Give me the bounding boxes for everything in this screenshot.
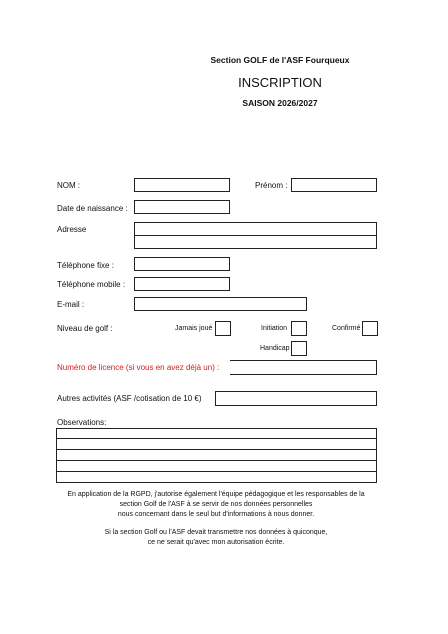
tel-mobile-field[interactable] <box>134 277 230 291</box>
observations-line[interactable] <box>56 428 377 439</box>
autres-activites-field[interactable] <box>215 391 377 406</box>
handicap-field[interactable] <box>291 341 307 356</box>
nom-field[interactable] <box>134 178 230 192</box>
licence-label: Numéro de licence (si vous en avez déjà un) : <box>57 363 220 372</box>
rgpd-line-1: En application de la RGPD, j'autorise également l'équipe pédagogique et les responsables de la <box>67 491 365 498</box>
observations-label: Observations: <box>57 418 107 427</box>
confirme-label: Confirmé <box>332 325 361 332</box>
organization-title: Section GOLF de l'ASF Fourqueux <box>210 55 350 65</box>
dob-field[interactable] <box>134 200 230 214</box>
transfer-line-1: Si la section Golf ou l'ASF devait transmettre nos données à quiconque, <box>104 529 328 536</box>
autres-activites-label: Autres activités (ASF /cotisation de 10 €) <box>57 394 202 403</box>
dob-label: Date de naissance : <box>57 204 128 213</box>
season-label: SAISON 2026/2027 <box>242 98 318 108</box>
licence-field[interactable] <box>230 360 377 375</box>
initiation-checkbox[interactable] <box>291 321 307 336</box>
niveau-label: Niveau de golf : <box>57 324 113 333</box>
initiation-label: Initiation <box>261 325 288 332</box>
confirme-checkbox[interactable] <box>362 321 378 336</box>
tel-fixe-field[interactable] <box>134 257 230 271</box>
rgpd-line-2: section Golf de l'ASF à se servir de nos données personnelles <box>119 501 313 508</box>
handicap-label: Handicap <box>260 345 290 352</box>
tel-mobile-label: Téléphone mobile : <box>57 280 126 289</box>
rgpd-line-3: nous concernant dans le seul but d'informations à nous donner. <box>117 511 315 518</box>
jamais-joue-checkbox[interactable] <box>215 321 231 336</box>
adresse-line-1[interactable] <box>134 222 377 236</box>
prenom-field[interactable] <box>291 178 377 192</box>
page-title: INSCRIPTION <box>238 75 322 90</box>
adresse-label: Adresse <box>57 225 87 234</box>
observations-line[interactable] <box>56 450 377 461</box>
observations-line[interactable] <box>56 439 377 450</box>
data-transfer-text <box>0 528 432 548</box>
email-label: E-mail : <box>57 300 85 309</box>
observations-line[interactable] <box>56 461 377 472</box>
tel-fixe-label: Téléphone fixe : <box>57 261 114 270</box>
prenom-label: Prénom : <box>255 181 288 190</box>
jamais-joue-label: Jamais joué <box>175 325 213 332</box>
nom-label: NOM : <box>57 181 81 190</box>
adresse-line-2[interactable] <box>134 235 377 249</box>
observations-line[interactable] <box>56 472 377 483</box>
transfer-line-2: ce ne serait qu'avec mon autorisation écrite. <box>147 539 285 546</box>
email-field[interactable] <box>134 297 307 311</box>
rgpd-consent-text <box>0 490 432 520</box>
